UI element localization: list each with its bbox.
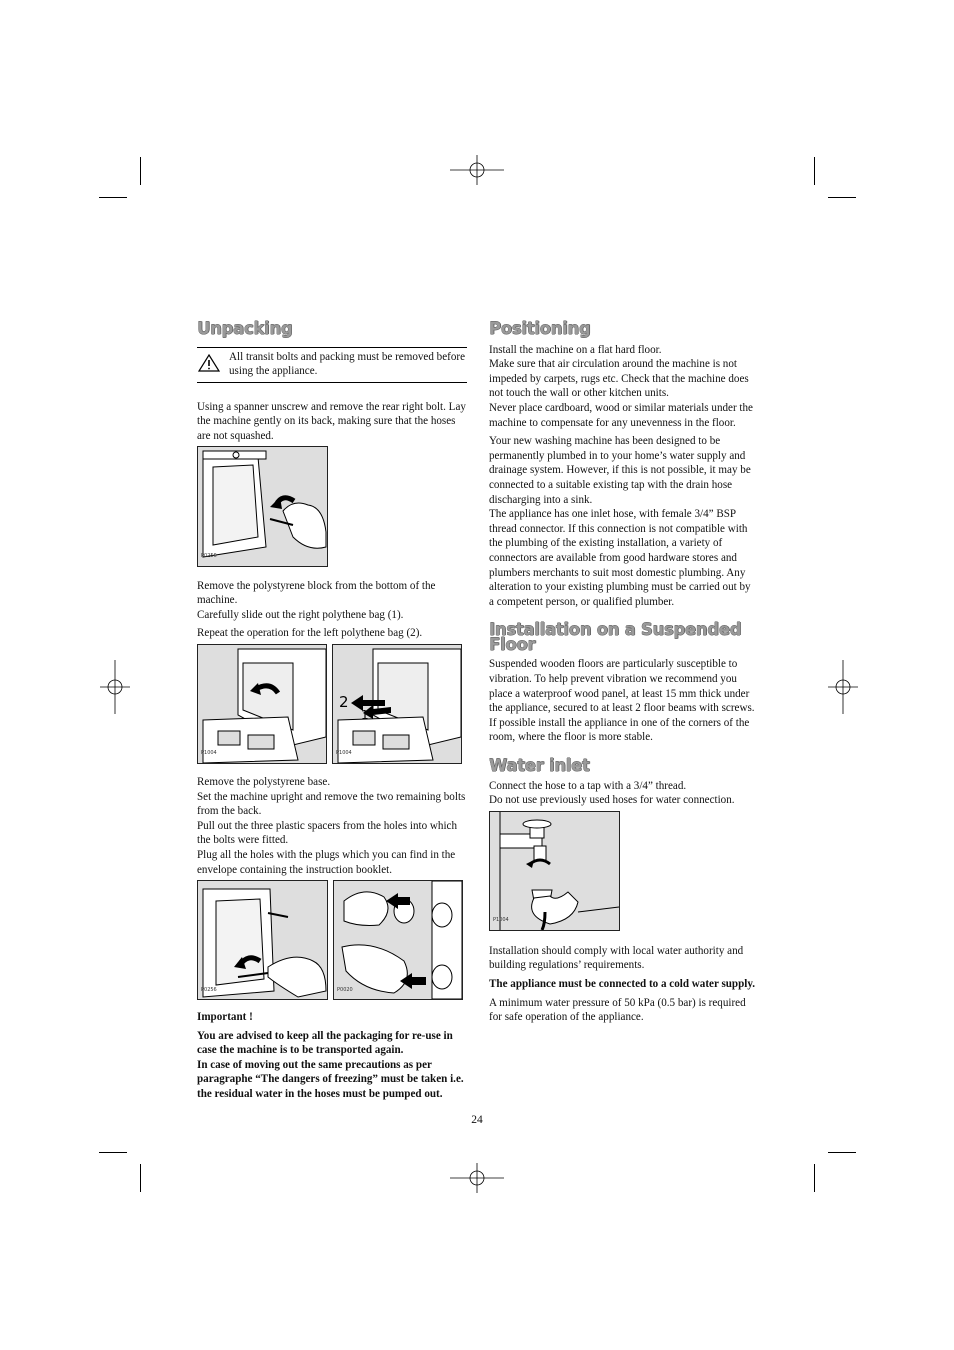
registration-mark — [450, 1163, 504, 1193]
crop-mark — [99, 1152, 127, 1153]
warning-text: All transit bolts and packing must be removed before using the appliance. — [229, 350, 465, 378]
figure-label: P1004 — [336, 750, 352, 757]
paragraph: Using a spanner unscrew and remove the rear right bolt. Lay the machine gently on its back, making sure that the hoses are not squashed. — [197, 400, 466, 442]
paragraph: Plug all the holes with the plugs which you can find in the envelope containing the instruction booklet. — [197, 848, 456, 876]
crop-mark — [814, 1164, 815, 1192]
paragraph: Your new washing machine has been designed to be permanently plumbed in to your home’s water supply and drainage system. However, if this is not possible, it may be connected to a suitable existing tap with the drain hose discharging into a sink. — [489, 435, 751, 506]
suspended-floor-heading: Installation on a Suspended Floor — [489, 620, 742, 654]
figure-label: P1004 — [201, 750, 217, 757]
unpacking-heading: Unpacking — [197, 319, 293, 338]
warning-box — [197, 347, 467, 383]
positioning-heading: Positioning — [489, 319, 591, 338]
water-inlet-heading: Water inlet — [489, 756, 590, 776]
illustration-rear-bolt — [197, 446, 328, 567]
figure-label: P1004 — [493, 917, 509, 924]
paragraph: Repeat the operation for the left polythene bag (2). — [197, 627, 423, 640]
registration-mark — [100, 660, 130, 714]
paragraph: Never place cardboard, wood or similar materials under the machine to compensate for any unevenness in the floor. — [489, 401, 753, 429]
crop-mark — [99, 197, 127, 198]
important-text: In case of moving out the same precautions as per paragraphe “The dangers of freezing” must be taken i.e. the residual water in the hoses must be pumped out. — [197, 1058, 464, 1101]
paragraph: Set the machine upright and remove the two remaining bolts from the back. — [197, 790, 466, 818]
figure-label: P0020 — [337, 986, 353, 993]
paragraph: The appliance has one inlet hose, with female 3/4” BSP thread connector. If this connection is not compatible with the plumbing of the existing installation, a variety of connectors are available from good hardware stores and plumbers merchants to suit most domestic plumbing. Any alteration to your existing plumbing must be carried out by a competent person, or qualified plumber. — [489, 508, 751, 608]
page-number: 24 — [471, 1114, 483, 1126]
callout-number-2: 2 — [339, 692, 349, 711]
crop-mark — [828, 1152, 856, 1153]
illustration-remaining-bolts — [197, 880, 328, 1000]
warning-triangle-icon — [198, 354, 220, 372]
paragraph-bold: The appliance must be connected to a cold water supply. — [489, 978, 756, 990]
paragraph: Do not use previously used hoses for water connection. — [489, 794, 735, 807]
crop-mark — [140, 157, 141, 185]
paragraph: Installation should comply with local water authority and building regulations’ requirements. — [489, 944, 744, 972]
paragraph: Carefully slide out the right polythene bag (1). — [197, 608, 404, 621]
paragraph: Connect the hose to a tap with a 3/4” thread. — [489, 779, 687, 792]
crop-mark — [828, 197, 856, 198]
illustration-polythene-bag-left — [332, 644, 462, 764]
illustration-polythene-bag-right — [197, 644, 327, 764]
right-column — [489, 319, 757, 1025]
important-text: You are advised to keep all the packaging for re-use in case the machine is to be transported again. — [197, 1029, 453, 1057]
crop-mark — [140, 1164, 141, 1192]
crop-mark — [814, 157, 815, 185]
illustration-tap-connection — [489, 811, 620, 931]
paragraph: Remove the polystyrene base. — [197, 775, 331, 788]
figure-label: P0256 — [201, 552, 217, 559]
paragraph: Suspended wooden floors are particularly susceptible to vibration. To help prevent vibration we recommend you place a waterproof wood panel, at least 15 mm thick under the appliance, secured to at least 2 floor beams with screws. If possible install the appliance in one of the corners of the room, where the floor is more stable. — [489, 658, 755, 744]
illustration-plastic-spacers — [333, 880, 463, 1000]
paragraph: Pull out the three plastic spacers from the holes into which the bolts were fitted. — [197, 819, 458, 847]
paragraph: Make sure that air circulation around the machine is not impeded by carpets, rugs etc. Check that the machine does not touch the wall or other kitchen units. — [489, 358, 749, 400]
figure-label: P0256 — [201, 986, 217, 993]
paragraph: Remove the polystyrene block from the bottom of the machine. — [197, 579, 436, 607]
paragraph: Install the machine on a flat hard floor. — [489, 343, 662, 356]
paragraph: A minimum water pressure of 50 kPa (0.5 bar) is required for safe operation of the appliance. — [489, 996, 746, 1024]
callout-number-1: 1 — [361, 707, 369, 722]
important-title: Important ! — [197, 1011, 253, 1024]
registration-mark — [828, 660, 858, 714]
left-column — [197, 319, 467, 1102]
registration-mark — [450, 155, 504, 185]
